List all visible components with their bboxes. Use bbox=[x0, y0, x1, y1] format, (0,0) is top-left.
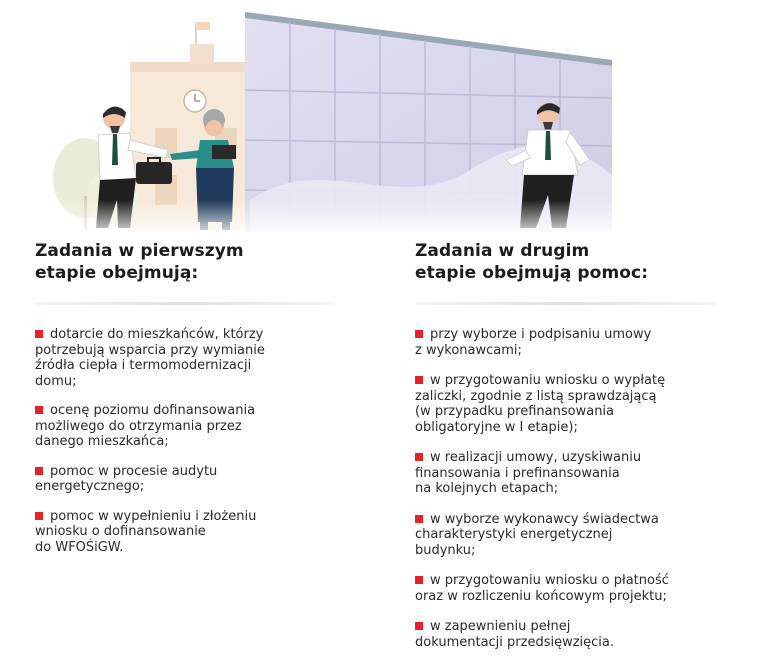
list-item: w przygotowaniu wniosku o wypłatę zaliczki, zgodnie z listą sprawdzającą (w przypadku prefinansowania obligatoryjne w I etapie); bbox=[415, 373, 666, 435]
red-square-bullet-icon bbox=[415, 576, 423, 584]
red-square-bullet-icon bbox=[35, 467, 43, 475]
first-stage-heading: Zadania w pierwszym etapie obejmują: bbox=[35, 241, 244, 283]
first-stage-section bbox=[35, 240, 380, 569]
list-item: w przygotowaniu wniosku o płatność oraz w rozliczeniu końcowym projektu; bbox=[415, 573, 669, 604]
list-item: w wyborze wykonawcy świadectwa charakterystyki energetycznej budynku; bbox=[415, 511, 659, 558]
first-stage-list bbox=[35, 327, 380, 555]
red-square-bullet-icon bbox=[415, 515, 423, 523]
briefcase-icon bbox=[136, 162, 172, 184]
second-stage-section bbox=[415, 240, 765, 665]
red-square-bullet-icon bbox=[35, 406, 43, 414]
red-square-bullet-icon bbox=[415, 622, 423, 630]
second-stage-list bbox=[415, 327, 765, 650]
list-item: pomoc w procesie audytu energetycznego; bbox=[35, 463, 218, 494]
red-square-bullet-icon bbox=[415, 376, 423, 384]
list-item: w realizacji umowy, uzyskiwaniu finansowania i prefinansowania na kolejnych etapach; bbox=[415, 450, 642, 496]
list-item: przy wyborze i podpisaniu umowy z wykonawcami; bbox=[415, 327, 652, 358]
red-square-bullet-icon bbox=[415, 453, 423, 461]
list-item: pomoc w wypełnieniu i złożeniu wniosku o dofinansowanie do WFOŚiGW. bbox=[35, 508, 257, 555]
divider bbox=[35, 302, 335, 305]
red-square-bullet-icon bbox=[415, 330, 423, 338]
list-item: w zapewnieniu pełnej dokumentacji przedsięwzięcia. bbox=[415, 619, 615, 650]
red-square-bullet-icon bbox=[35, 330, 43, 338]
second-stage-heading: Zadania w drugim etapie obejmują pomoc: bbox=[415, 241, 649, 283]
red-square-bullet-icon bbox=[35, 512, 43, 520]
office-illustration bbox=[0, 0, 780, 240]
list-item: ocenę poziomu dofinansowania możliwego do otrzymania przez danego mieszkańca; bbox=[35, 403, 256, 449]
divider bbox=[415, 302, 715, 305]
list-item: dotarcie do mieszkańców, którzy potrzebują wsparcia przy wymianie źródła ciepła i termomodernizacji domu; bbox=[35, 327, 265, 389]
